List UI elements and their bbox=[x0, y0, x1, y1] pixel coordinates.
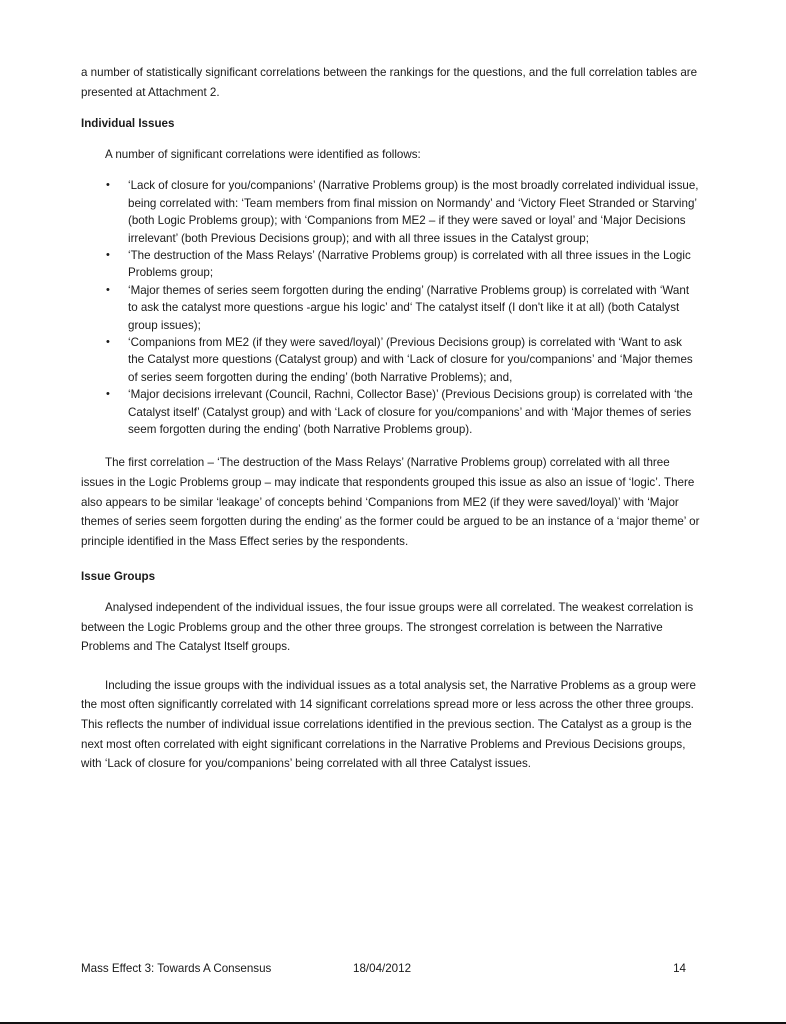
list-item bbox=[81, 177, 701, 247]
list-item bbox=[81, 282, 701, 334]
issue-groups-paragraph-1: Analysed independent of the individual issues, the four issue groups were all correlated. The weakest correlation is between the Logic Problems group and the other three groups. The strongest correlation is between the Narrative Problems and The Catalyst Itself groups. bbox=[81, 601, 694, 654]
page-body bbox=[81, 63, 701, 774]
footer-date: 18/04/2012 bbox=[353, 962, 412, 975]
list-item bbox=[81, 386, 701, 438]
bullet-marker: • bbox=[106, 388, 110, 401]
list-item-text: ‘Lack of closure for you/companions’ (Narrative Problems group) is the most broadly correlated individual issue, being correlated with: ‘Team members from final mission on Normandy’ and ‘Victory Fleet Stranded or Starving’ (both Logic Problems group); with ‘Companions from ME2 – if they were saved or loyal’ and ‘Major Decisions irrelevant’ (both Previous Decisions group); and with all three issues in the Catalyst group; bbox=[128, 179, 699, 245]
list-item-text: ‘Major decisions irrelevant (Council, Rachni, Collector Base)’ (Previous Decisions group) is correlated with ‘the Catalyst itself’ (Catalyst group) and with ‘Lack of closure for you/companions’ and with ‘Major themes of series seem forgotten during the ending’ (both Narrative Problems group). bbox=[128, 388, 693, 437]
footer-page-number: 14 bbox=[673, 962, 686, 975]
individual-issues-heading: Individual Issues bbox=[81, 117, 175, 131]
correlation-bullet-list bbox=[81, 177, 701, 438]
issue-groups-heading: Issue Groups bbox=[81, 570, 156, 584]
list-item-text: ‘Major themes of series seem forgotten during the ending’ (Narrative Problems group) is correlated with ‘Want to ask the catalyst more questions -argue his logic’ and‘ The catalyst itself (I don't like it at all) (both Catalyst group issues); bbox=[128, 283, 690, 332]
intro-paragraph: a number of statistically significant correlations between the rankings for the questions, and the full correlation tables are presented at Attachment 2. bbox=[81, 66, 698, 99]
list-item bbox=[81, 247, 701, 282]
bullet-marker: • bbox=[106, 336, 110, 349]
first-correlation-paragraph: The first correlation – ‘The destruction of the Mass Relays’ (Narrative Problems group) correlated with all three issues in the Logic Problems group – may indicate that respondents grouped this issue as also an issue of ‘logic’. There also appears to be similar ‘leakage’ of concepts behind ‘Companions from ME2 (if they were saved/loyal)’ with ‘Major themes of series seem forgotten during the ending’ as the former could be argued to be an instance of a ‘major theme’ or principle identified in the Mass Effect series by the respondents. bbox=[81, 456, 700, 548]
list-item bbox=[81, 334, 701, 386]
bullet-marker: • bbox=[106, 249, 110, 261]
issue-groups-paragraph-2: Including the issue groups with the individual issues as a total analysis set, the Narrative Problems as a group were the most often significantly correlated with 14 significant correlations spread more or less across the other three groups. This reflects the number of individual issue correlations identified in the previous section. The Catalyst as a group is the next most often correlated with eight significant correlations in the Narrative Problems and Previous Decisions groups, with ‘Lack of closure for you/companions’ being correlated with all three Catalyst issues. bbox=[81, 678, 696, 771]
bullet-marker: • bbox=[106, 179, 110, 192]
bullet-marker: • bbox=[106, 283, 110, 296]
footer-document-title: Mass Effect 3: Towards A Consensus bbox=[81, 962, 272, 975]
list-item-text: ‘Companions from ME2 (if they were saved/loyal)’ (Previous Decisions group) is correlated with ‘Want to ask the Catalyst more questions (Catalyst group) and with ‘Lack of closure for you/companions’ and ‘Major themes of series seem forgotten during the ending’ (both Narrative Problems); and, bbox=[128, 336, 693, 384]
individual-issues-lead: A number of significant correlations were identified as follows: bbox=[105, 147, 421, 161]
list-item-text: ‘The destruction of the Mass Relays’ (Narrative Problems group) is correlated with all three issues in the Logic Problems group; bbox=[128, 249, 691, 280]
page-footer bbox=[81, 959, 686, 979]
